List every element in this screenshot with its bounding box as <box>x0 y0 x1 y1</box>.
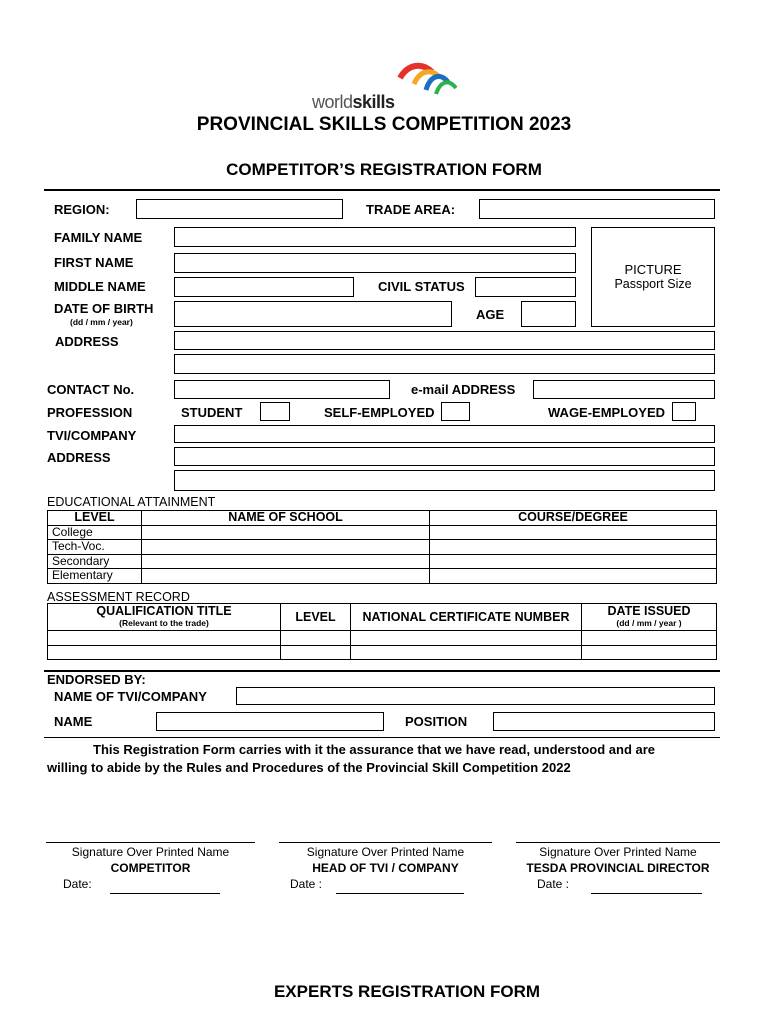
qual-title-text: QUALIFICATION TITLE <box>96 604 232 618</box>
edu-school-cell[interactable] <box>142 569 430 584</box>
address-field-1[interactable] <box>174 331 715 350</box>
edu-school-cell[interactable] <box>142 540 430 555</box>
age-field[interactable] <box>521 301 576 327</box>
logo-skills: skills <box>352 92 395 112</box>
qual-title-header <box>48 604 281 631</box>
tvi-address-field-1[interactable] <box>174 447 715 466</box>
age-label: AGE <box>476 307 505 322</box>
trade-area-label: TRADE AREA: <box>366 202 456 217</box>
tvi-name-label: NAME OF TVI/COMPANY <box>54 689 207 704</box>
date-line-head[interactable] <box>336 893 464 894</box>
dob-field[interactable] <box>174 301 452 327</box>
logo-world: world <box>312 92 353 112</box>
wage-employed-checkbox[interactable] <box>672 402 696 421</box>
middle-name-label: MIDDLE NAME <box>54 279 146 294</box>
sig-role-head: HEAD OF TVI / COMPANY <box>312 861 459 875</box>
profession-label: PROFESSION <box>47 405 133 420</box>
tvi-company-label: TVI/COMPANY <box>47 428 137 443</box>
sig-role-director: TESDA PROVINCIAL DIRECTOR <box>526 861 710 875</box>
sig-date-label-competitor: Date: <box>63 877 92 891</box>
table-row <box>48 540 717 555</box>
assessment-table <box>47 603 717 660</box>
tvi-address-field-2[interactable] <box>174 470 715 491</box>
tvi-address-label: ADDRESS <box>47 450 111 465</box>
edu-school-cell[interactable] <box>142 554 430 569</box>
nc-number-header: NATIONAL CERTIFICATE NUMBER <box>351 604 582 631</box>
date-line-director[interactable] <box>591 893 702 894</box>
statement-rule <box>44 737 720 738</box>
sig-caption-head: Signature Over Printed Name <box>306 845 465 859</box>
sig-date-label-director: Date : <box>537 877 570 891</box>
first-name-field[interactable] <box>174 253 576 273</box>
sig-line-3 <box>516 842 720 843</box>
endorser-name-field[interactable] <box>156 712 384 731</box>
endorsed-title: ENDORSED BY: <box>47 672 146 687</box>
edu-header-level: LEVEL <box>48 511 142 526</box>
education-title: EDUCATIONAL ATTAINMENT <box>47 495 216 509</box>
family-name-label: FAMILY NAME <box>54 230 143 245</box>
edu-school-cell[interactable] <box>142 525 430 540</box>
nc-cell[interactable] <box>351 631 582 646</box>
student-label: STUDENT <box>181 405 243 420</box>
civil-status-label: CIVIL STATUS <box>378 279 465 294</box>
date-issued-text: DATE ISSUED <box>607 604 691 618</box>
sig-role-competitor: COMPETITOR <box>110 861 191 875</box>
date-issued-header <box>582 604 717 631</box>
date-issued-note: (dd / mm / year ) <box>616 618 682 628</box>
qual-cell[interactable] <box>48 645 281 660</box>
sig-caption-director: Signature Over Printed Name <box>539 845 697 859</box>
qual-title-note: (Relevant to the trade) <box>119 618 209 628</box>
family-name-field[interactable] <box>174 227 576 247</box>
edu-level: Elementary <box>48 569 142 584</box>
passport-size-label: Passport Size <box>614 277 692 291</box>
table-row <box>48 554 717 569</box>
self-employed-checkbox[interactable] <box>441 402 470 421</box>
edu-course-cell[interactable] <box>430 554 717 569</box>
student-checkbox[interactable] <box>260 402 290 421</box>
wage-employed-label: WAGE-EMPLOYED <box>548 405 666 420</box>
dob-format-note: (dd / mm / year) <box>70 317 133 327</box>
experts-form-title: EXPERTS REGISTRATION FORM <box>273 982 541 1001</box>
sig-line-1 <box>46 842 255 843</box>
edu-header-course: COURSE/DEGREE <box>430 511 717 526</box>
contact-label: CONTACT No. <box>47 382 135 397</box>
table-row <box>48 631 717 646</box>
first-name-label: FIRST NAME <box>54 255 134 270</box>
worldskills-swoosh-icon <box>392 62 462 100</box>
date-cell[interactable] <box>582 645 717 660</box>
contact-field[interactable] <box>174 380 390 399</box>
top-rule <box>44 189 720 191</box>
sig-caption-competitor: Signature Over Printed Name <box>71 845 230 859</box>
self-employed-label: SELF-EMPLOYED <box>324 405 435 420</box>
edu-course-cell[interactable] <box>430 540 717 555</box>
nc-cell[interactable] <box>351 645 582 660</box>
picture-label: PICTURE <box>624 262 682 277</box>
edu-course-cell[interactable] <box>430 525 717 540</box>
education-table <box>47 510 717 584</box>
address-field-2[interactable] <box>174 354 715 374</box>
position-field[interactable] <box>493 712 715 731</box>
page-title: PROVINCIAL SKILLS COMPETITION 2023 <box>196 114 572 135</box>
email-field[interactable] <box>533 380 715 399</box>
email-label: e-mail ADDRESS <box>411 382 516 397</box>
assessment-title: ASSESSMENT RECORD <box>47 590 190 604</box>
qual-cell[interactable] <box>48 631 281 646</box>
edu-course-cell[interactable] <box>430 569 717 584</box>
assess-level-header: LEVEL <box>281 604 351 631</box>
table-row <box>48 525 717 540</box>
tvi-company-field[interactable] <box>174 425 715 443</box>
region-field[interactable] <box>136 199 343 219</box>
date-line-competitor[interactable] <box>110 893 220 894</box>
level-cell[interactable] <box>281 645 351 660</box>
endorser-name-label: NAME <box>54 714 93 729</box>
worldskills-logo <box>312 62 452 114</box>
form-title: COMPETITOR’S REGISTRATION FORM <box>226 160 542 179</box>
region-label: REGION: <box>54 202 110 217</box>
trade-area-field[interactable] <box>479 199 715 219</box>
level-cell[interactable] <box>281 631 351 646</box>
dob-label: DATE OF BIRTH <box>54 301 154 316</box>
edu-header-school: NAME OF SCHOOL <box>142 511 430 526</box>
statement-line-1: This Registration Form carries with it the assurance that we have read, understood and are <box>93 742 656 757</box>
address-label: ADDRESS <box>55 334 119 349</box>
edu-level: Secondary <box>48 554 142 569</box>
sig-line-2 <box>279 842 492 843</box>
statement-line-2: willing to abide by the Rules and Procedures of the Provincial Skill Competition 2022 <box>47 760 571 775</box>
edu-level: College <box>48 525 142 540</box>
date-cell[interactable] <box>582 631 717 646</box>
middle-name-field[interactable] <box>174 277 354 297</box>
table-row <box>48 569 717 584</box>
position-label: POSITION <box>405 714 468 729</box>
tvi-name-field[interactable] <box>236 687 715 705</box>
edu-level: Tech-Voc. <box>48 540 142 555</box>
civil-status-field[interactable] <box>475 277 576 297</box>
table-row <box>48 645 717 660</box>
sig-date-label-head: Date : <box>290 877 323 891</box>
